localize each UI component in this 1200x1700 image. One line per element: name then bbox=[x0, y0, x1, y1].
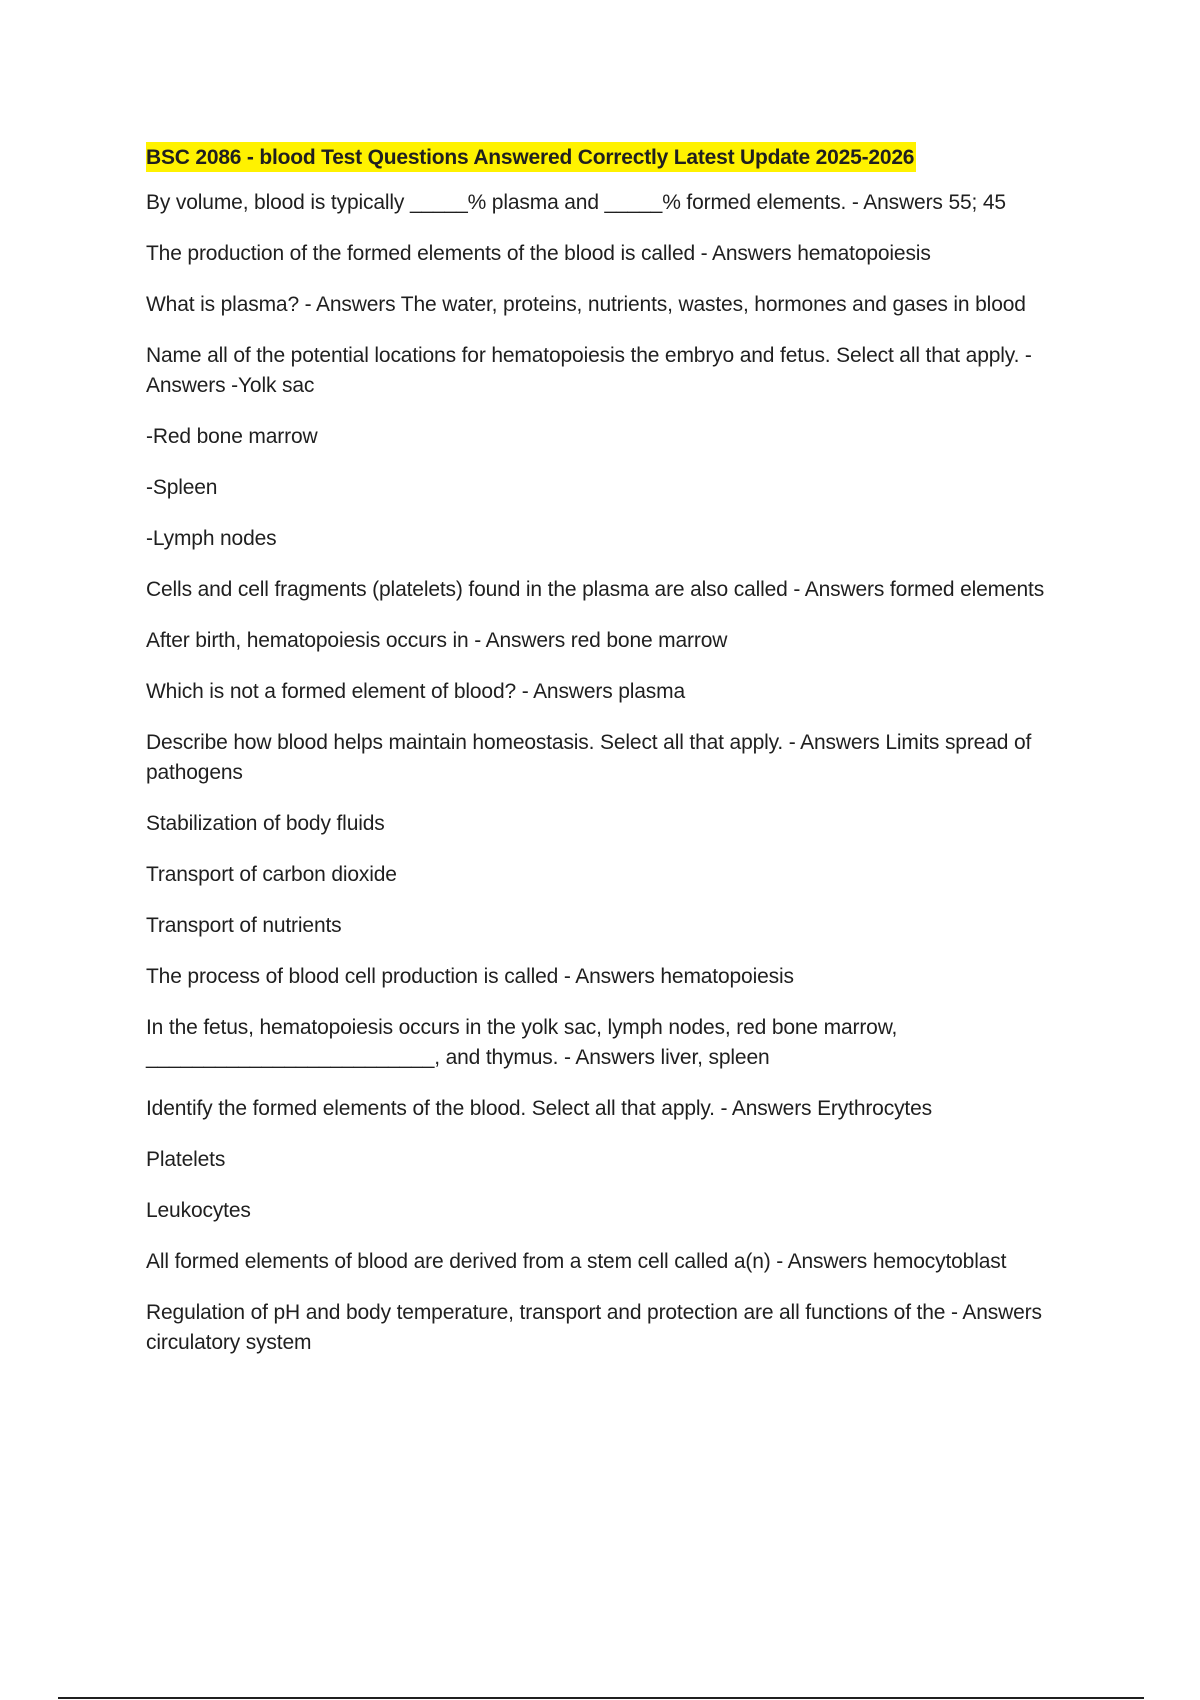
qa-item: By volume, blood is typically _____% plasma and _____% formed elements. - Answers 55; 45 bbox=[146, 191, 1006, 214]
document-title: BSC 2086 - blood Test Questions Answered Correctly Latest Update 2025-2026 bbox=[146, 142, 916, 172]
qa-item: After birth, hematopoiesis occurs in - Answers red bone marrow bbox=[146, 629, 728, 652]
answer-list-item: Stabilization of body fluids bbox=[146, 812, 385, 835]
qa-item: Name all of the potential locations for hematopoiesis the embryo and fetus. Select all that apply. - Answers -Yolk sac bbox=[146, 344, 1032, 397]
qa-item: The production of the formed elements of the blood is called - Answers hematopoiesis bbox=[146, 242, 931, 265]
answer-list-item: Leukocytes bbox=[146, 1199, 251, 1222]
footer-divider bbox=[58, 1697, 1144, 1699]
answer-list-item: Transport of nutrients bbox=[146, 914, 342, 937]
document-body bbox=[146, 142, 1096, 1379]
qa-item: Identify the formed elements of the blood. Select all that apply. - Answers Erythrocytes bbox=[146, 1097, 932, 1120]
qa-item: Which is not a formed element of blood? - Answers plasma bbox=[146, 680, 686, 703]
qa-item: All formed elements of blood are derived from a stem cell called a(n) - Answers hemocytoblast bbox=[146, 1250, 1007, 1273]
qa-item: Describe how blood helps maintain homeostasis. Select all that apply. - Answers Limits spread of pathogens bbox=[146, 731, 1032, 784]
answer-list-item: -Red bone marrow bbox=[146, 425, 318, 448]
answer-list-item: -Spleen bbox=[146, 476, 218, 499]
answer-list-item: -Lymph nodes bbox=[146, 527, 277, 550]
qa-item: Cells and cell fragments (platelets) found in the plasma are also called - Answers formed elements bbox=[146, 578, 1045, 601]
answer-list-item: Transport of carbon dioxide bbox=[146, 863, 397, 886]
qa-item: The process of blood cell production is called - Answers hematopoiesis bbox=[146, 965, 794, 988]
answer-list-item: Platelets bbox=[146, 1148, 226, 1171]
qa-item: What is plasma? - Answers The water, proteins, nutrients, wastes, hormones and gases in blood bbox=[146, 293, 1026, 316]
qa-item: Regulation of pH and body temperature, transport and protection are all functions of the - Answers circulatory system bbox=[146, 1301, 1042, 1354]
qa-item: In the fetus, hematopoiesis occurs in the yolk sac, lymph nodes, red bone marrow, _________________________, and thymus. - Answers liver, spleen bbox=[146, 1016, 898, 1069]
